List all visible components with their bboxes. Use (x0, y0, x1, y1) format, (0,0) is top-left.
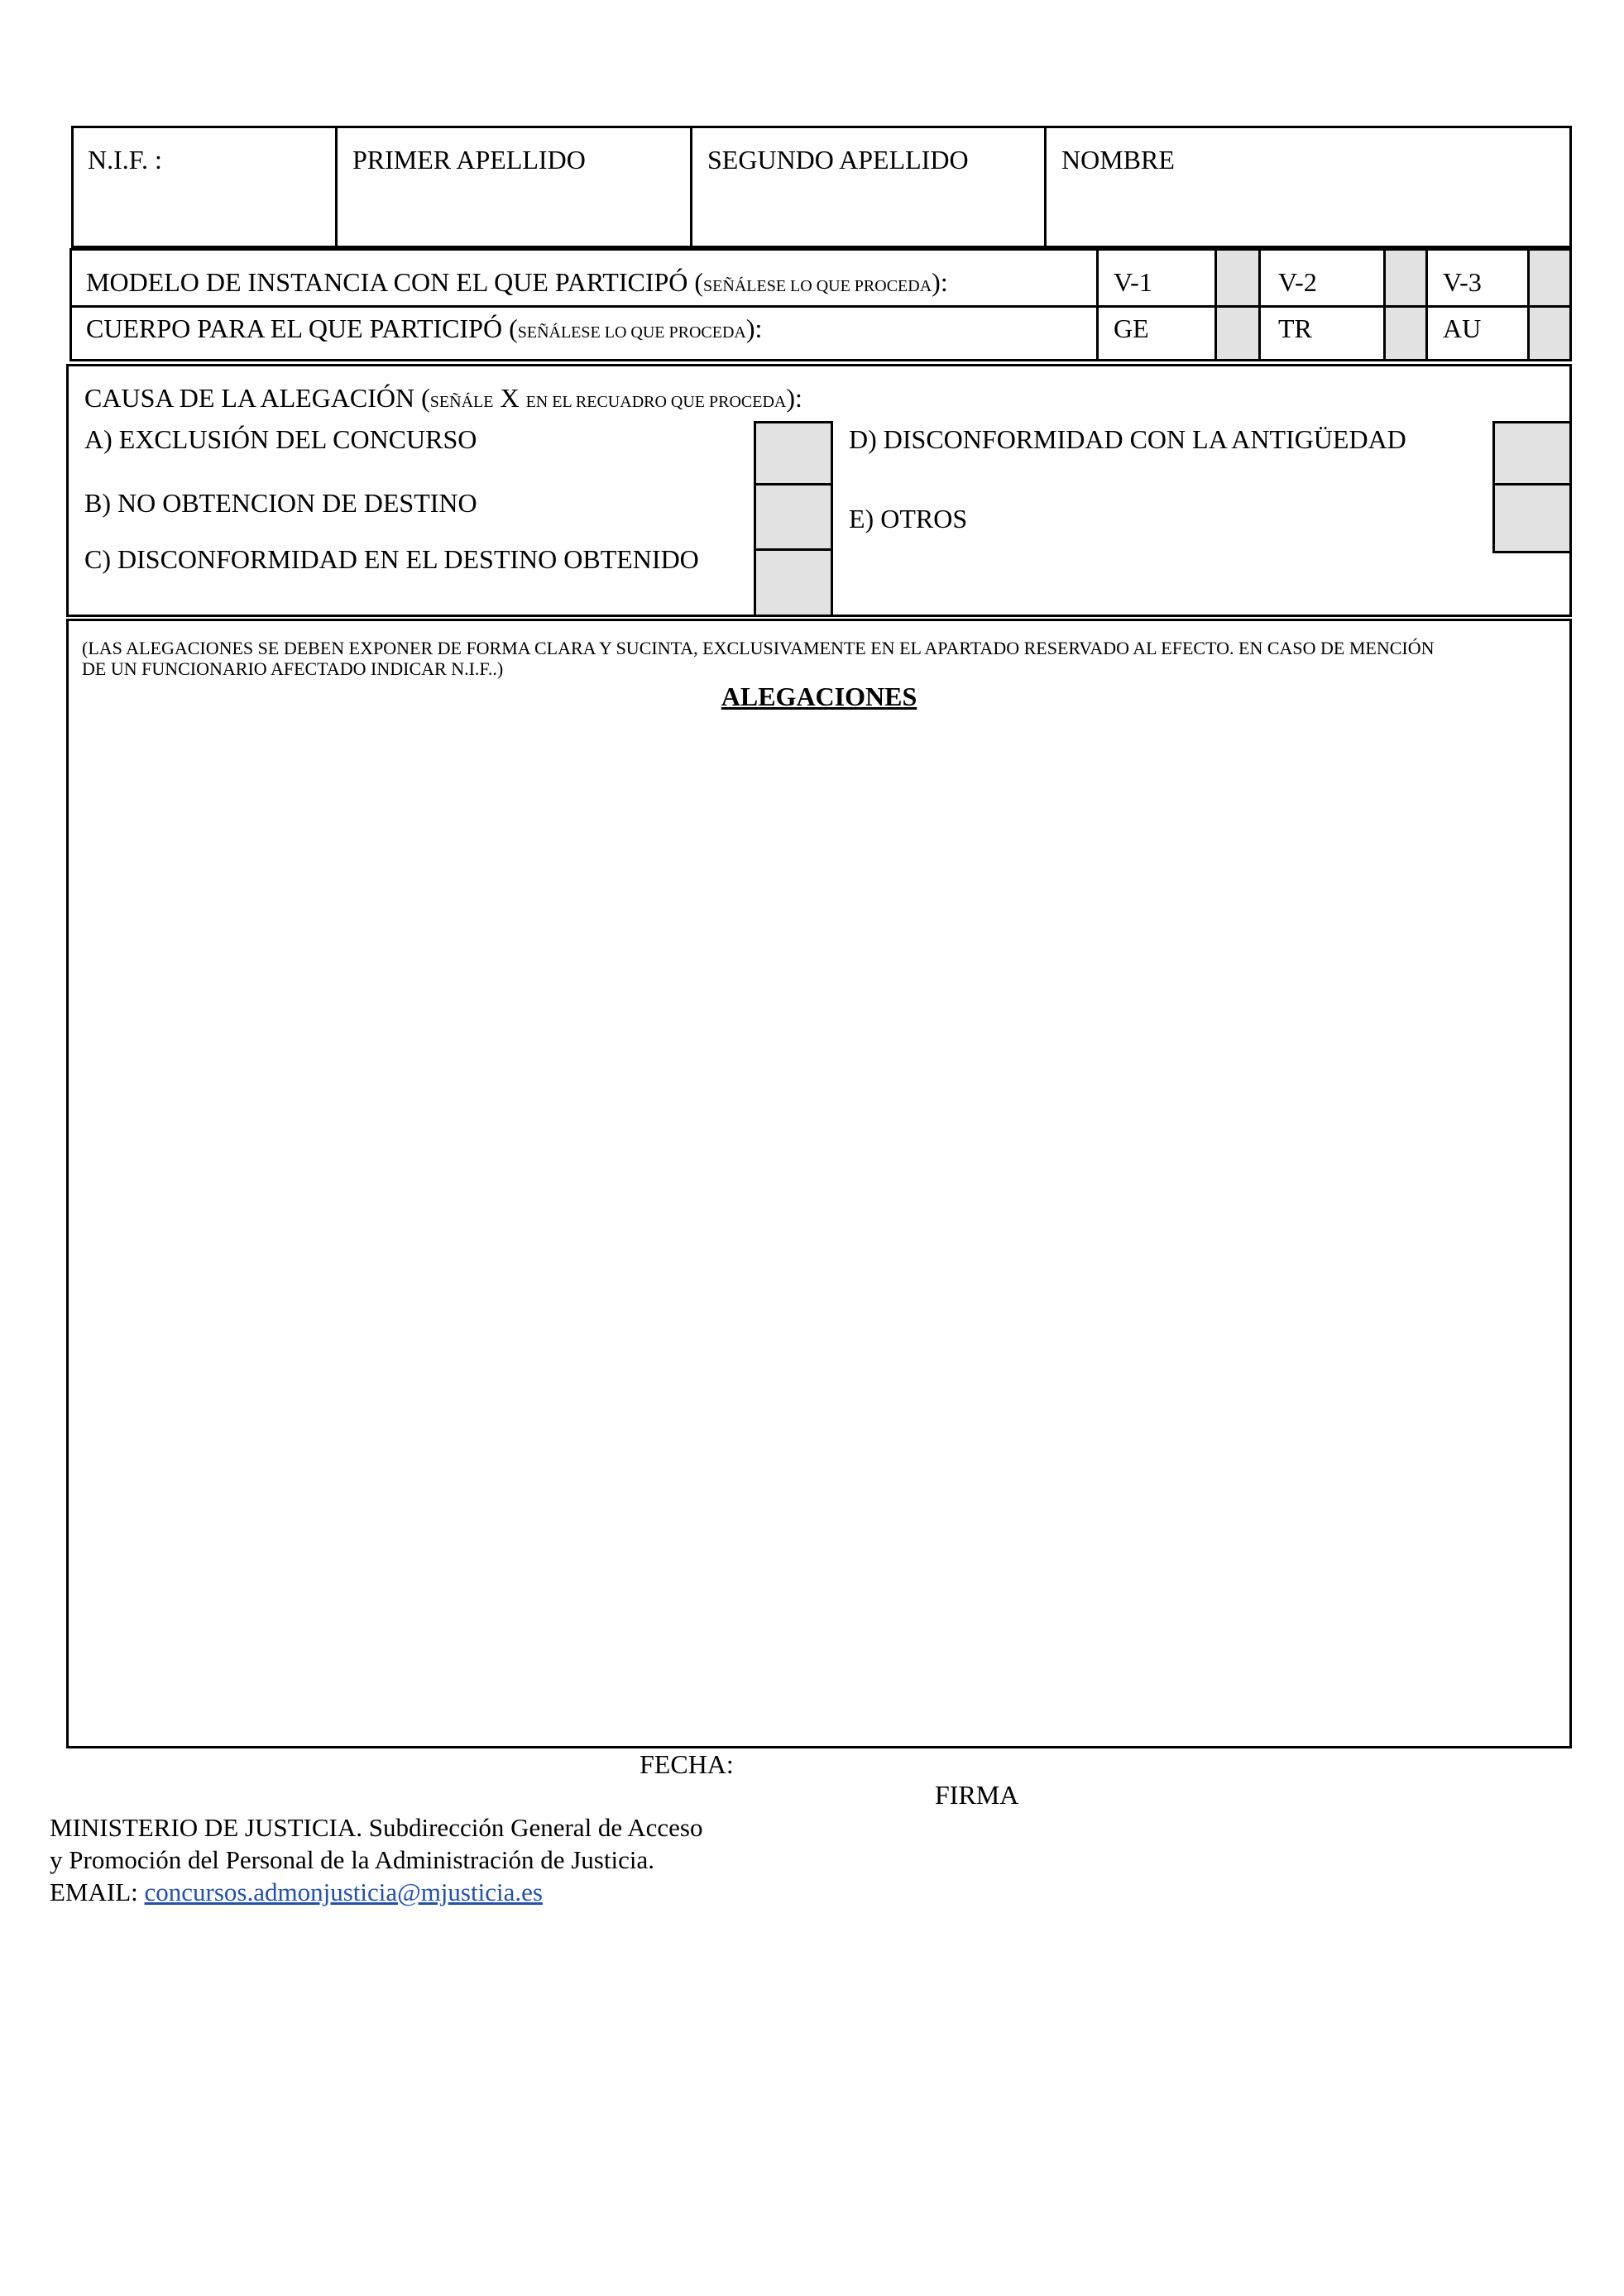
nombre-label: NOMBRE (1061, 145, 1175, 175)
option-v2-label: V-2 (1278, 267, 1317, 297)
ministry-line2: y Promoción del Personal de la Administración de Justicia. (50, 1844, 654, 1874)
option-au-checkbox[interactable] (1527, 305, 1572, 361)
segundo-apellido-label: SEGUNDO APELLIDO (707, 145, 969, 175)
segundo-apellido-field[interactable] (693, 182, 1042, 246)
modelo-label: MODELO DE INSTANCIA CON EL QUE PARTICIPÓ (SEÑÁLESE LO QUE PROCEDA): (86, 267, 948, 297)
option-b-label: B) NO OBTENCION DE DESTINO (84, 488, 477, 518)
option-v1-label: V-1 (1114, 267, 1152, 297)
option-b-checkbox[interactable] (754, 483, 833, 551)
option-e-checkbox[interactable] (1492, 483, 1572, 553)
option-c-label: C) DISCONFORMIDAD EN EL DESTINO OBTENIDO (84, 544, 699, 574)
divider (1096, 248, 1099, 361)
option-v3-label: V-3 (1443, 267, 1482, 297)
option-tr-checkbox[interactable] (1383, 305, 1428, 361)
fecha-field[interactable] (745, 1748, 1009, 1782)
email-label: EMAIL: (50, 1877, 145, 1906)
alegaciones-note-line1: (LAS ALEGACIONES SE DEBEN EXPONER DE FORMA CLARA Y SUCINTA, EXCLUSIVAMENTE EN EL APARTADO RESERVADO AL EFECTO. EN CASO DE MENCIÓN (82, 638, 1435, 658)
option-ge-checkbox[interactable] (1214, 305, 1261, 361)
alegaciones-note-line2: DE UN FUNCIONARIO AFECTADO INDICAR N.I.F..) (82, 658, 504, 680)
email-link[interactable]: concursos.admonjusticia@mjusticia.es (144, 1877, 543, 1906)
email-line (50, 1877, 844, 1909)
divider (1044, 126, 1047, 248)
option-au-label: AU (1443, 313, 1482, 343)
option-d-label: D) DISCONFORMIDAD CON LA ANTIGÜEDAD (849, 424, 1406, 454)
ministry-line1: MINISTERIO DE JUSTICIA. Subdirección General de Acceso (50, 1813, 703, 1842)
firma-label: FIRMA (935, 1780, 1019, 1810)
fecha-label: FECHA: (640, 1749, 734, 1779)
option-ge-label: GE (1114, 313, 1149, 343)
option-v3-checkbox[interactable] (1527, 248, 1572, 308)
option-c-checkbox[interactable] (754, 548, 833, 617)
primer-apellido-field[interactable] (338, 182, 688, 246)
divider (690, 126, 692, 248)
nif-field[interactable] (74, 182, 333, 246)
option-a-label: A) EXCLUSIÓN DEL CONCURSO (84, 424, 477, 454)
nombre-field[interactable] (1047, 182, 1570, 246)
divider (69, 305, 1572, 308)
option-tr-label: TR (1278, 313, 1312, 343)
alegaciones-textarea[interactable] (76, 721, 1562, 1739)
option-d-checkbox[interactable] (1492, 421, 1572, 486)
divider (335, 126, 338, 248)
primer-apellido-label: PRIMER APELLIDO (352, 145, 586, 175)
ministry-info (50, 1812, 844, 1908)
option-v1-checkbox[interactable] (1214, 248, 1261, 308)
option-v2-checkbox[interactable] (1383, 248, 1428, 308)
alegaciones-note (82, 638, 1563, 680)
nif-label: N.I.F. : (88, 145, 162, 175)
causa-label: CAUSA DE LA ALEGACIÓN (SEÑÁLE X EN EL RECUADRO QUE PROCEDA): (84, 383, 802, 413)
cuerpo-label: CUERPO PARA EL QUE PARTICIPÓ (SEÑÁLESE LO QUE PROCEDA): (86, 313, 763, 343)
option-a-checkbox[interactable] (754, 421, 833, 486)
option-e-label: E) OTROS (849, 504, 968, 533)
alegaciones-heading: ALEGACIONES (721, 682, 917, 711)
